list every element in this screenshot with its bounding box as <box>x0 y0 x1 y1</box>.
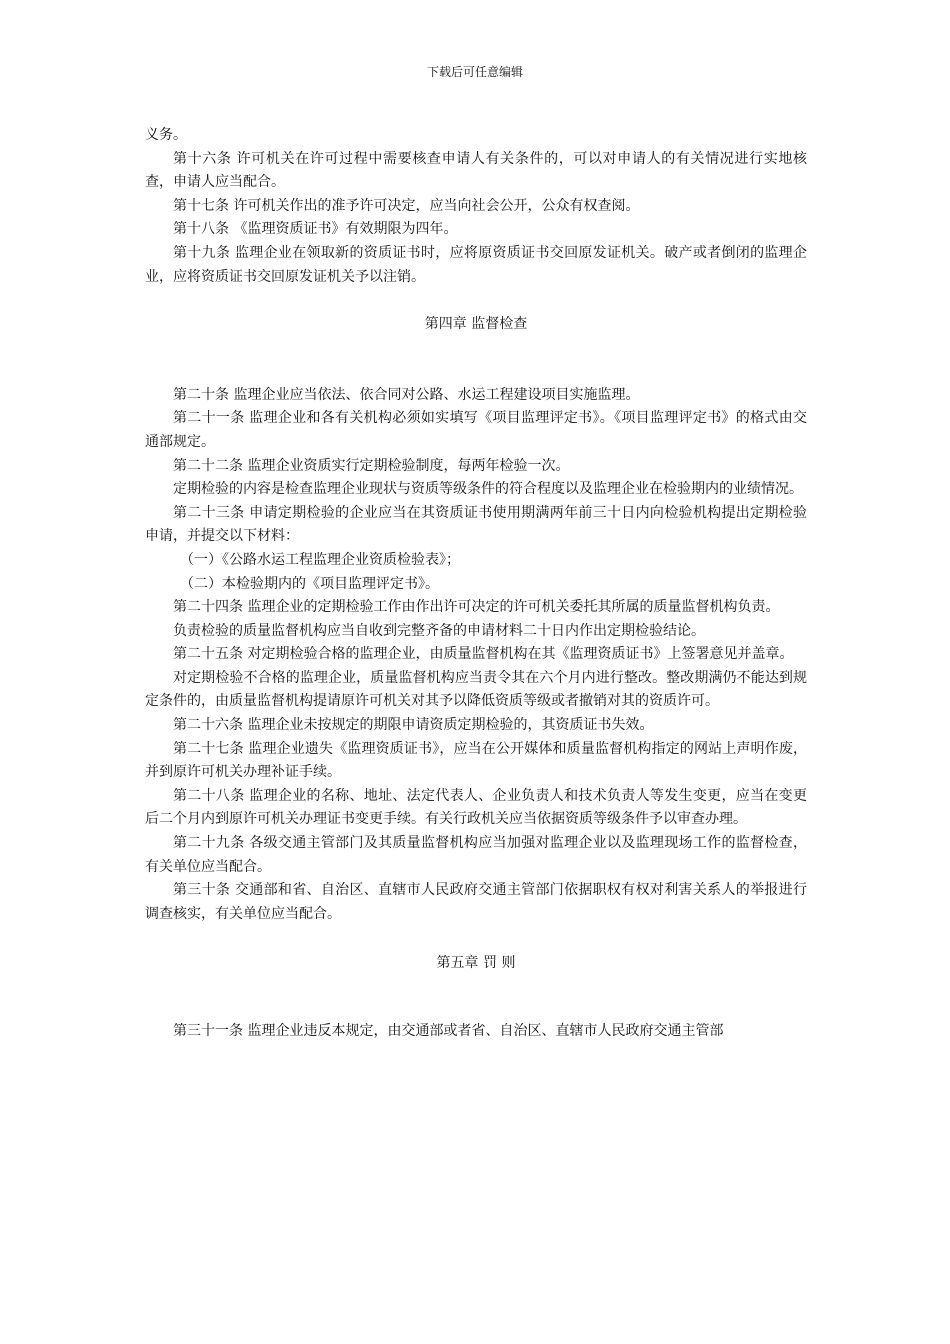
paragraph: 对定期检验不合格的监理企业，质量监督机构应当责令其在六个月内进行整改。整改期满仍不能达到规定条件的，由质量监督机构提请原许可机关对其予以降低资质等级或者撤销对其的资质许可。 <box>145 669 807 710</box>
article-21: 第二十一条 监理企业和各有关机构必须如实填写《项目监理评定书》。《项目监理评定书》的格式由交通部规定。 <box>145 410 807 450</box>
article-26: 第二十六条 监理企业未按规定的期限申请资质定期检验的，其资质证书失效。 <box>173 717 654 734</box>
article-25: 第二十五条 对定期检验合格的监理企业，由质量监督机构在其《监理资质证书》上签署意见并盖章。 <box>173 646 794 663</box>
article-17: 第十七条 许可机关作出的准予许可决定，应当向社会公开，公众有权查阅。 <box>173 197 640 214</box>
article-23: 第二十三条 申请定期检验的企业应当在其资质证书使用期满两年前三十日内向检验机构提出定期检验申请，并提交以下材料： <box>145 504 807 545</box>
paragraph: 负责检验的质量监督机构应当自收到完整齐备的申请材料二十日内作出定期检验结论。 <box>173 622 705 639</box>
article-16: 第十六条 许可机关在许可过程中需要核查申请人有关条件的，可以对申请人的有关情况进行实地核查，申请人应当配合。 <box>145 150 807 191</box>
article-19: 第十九条 监理企业在领取新的资质证书时，应将原资质证书交回原发证机关。破产或者倒闭的监理企业，应将资质证书交回原发证机关予以注销。 <box>145 244 807 285</box>
article-28: 第二十八条 监理企业的名称、地址、法定代表人、企业负责人和技术负责人等发生变更，应当在变更后二个月内到原许可机关办理证书变更手续。有关行政机关应当依据资质等级条件予以审查办理。 <box>145 787 807 828</box>
article-22: 第二十二条 监理企业资质实行定期检验制度，每两年检验一次。 <box>173 457 570 474</box>
article-31: 第三十一条 监理企业违反本规定，由交通部或者省、自治区、直辖市人民政府交通主管部 <box>173 1023 724 1039</box>
article-29: 第二十九条 各级交通主管部门及其质量监督机构应当加强对监理企业以及监理现场工作的监督检查，有关单位应当配合。 <box>145 835 807 875</box>
document-body <box>145 124 807 1044</box>
article-27: 第二十七条 监理企业遗失《监理资质证书》，应当在公开媒体和质量监督机构指定的网站上声明作废，并到原许可机关办理补证手续。 <box>145 740 807 781</box>
paragraph: 义务。 <box>145 127 187 143</box>
list-item: （一）《公路水运工程监理企业资质检验表》； <box>180 551 460 568</box>
list-item: （二）本检验期内的《项目监理评定书》。 <box>180 575 439 592</box>
article-30: 第三十条 交通部和省、自治区、直辖市人民政府交通主管部门依据职权有权对利害关系人的举报进行调查核实，有关单位应当配合。 <box>145 882 807 922</box>
chapter-heading: 第五章 罚 则 <box>436 955 516 972</box>
article-18: 第十八条 《监理资质证书》有效期限为四年。 <box>173 221 458 238</box>
article-20: 第二十条 监理企业应当依法、依合同对公路、水运工程建设项目实施监理。 <box>173 386 640 403</box>
paragraph: 定期检验的内容是检查监理企业现状与资质等级条件的符合程度以及监理企业在检验期内的业绩情况。 <box>173 481 803 498</box>
article-24: 第二十四条 监理企业的定期检验工作由作出许可决定的许可机关委托其所属的质量监督机构负责。 <box>173 599 780 616</box>
chapter-heading: 第四章 监督检查 <box>424 316 528 333</box>
page-header: 下载后可任意编辑 <box>426 65 523 79</box>
